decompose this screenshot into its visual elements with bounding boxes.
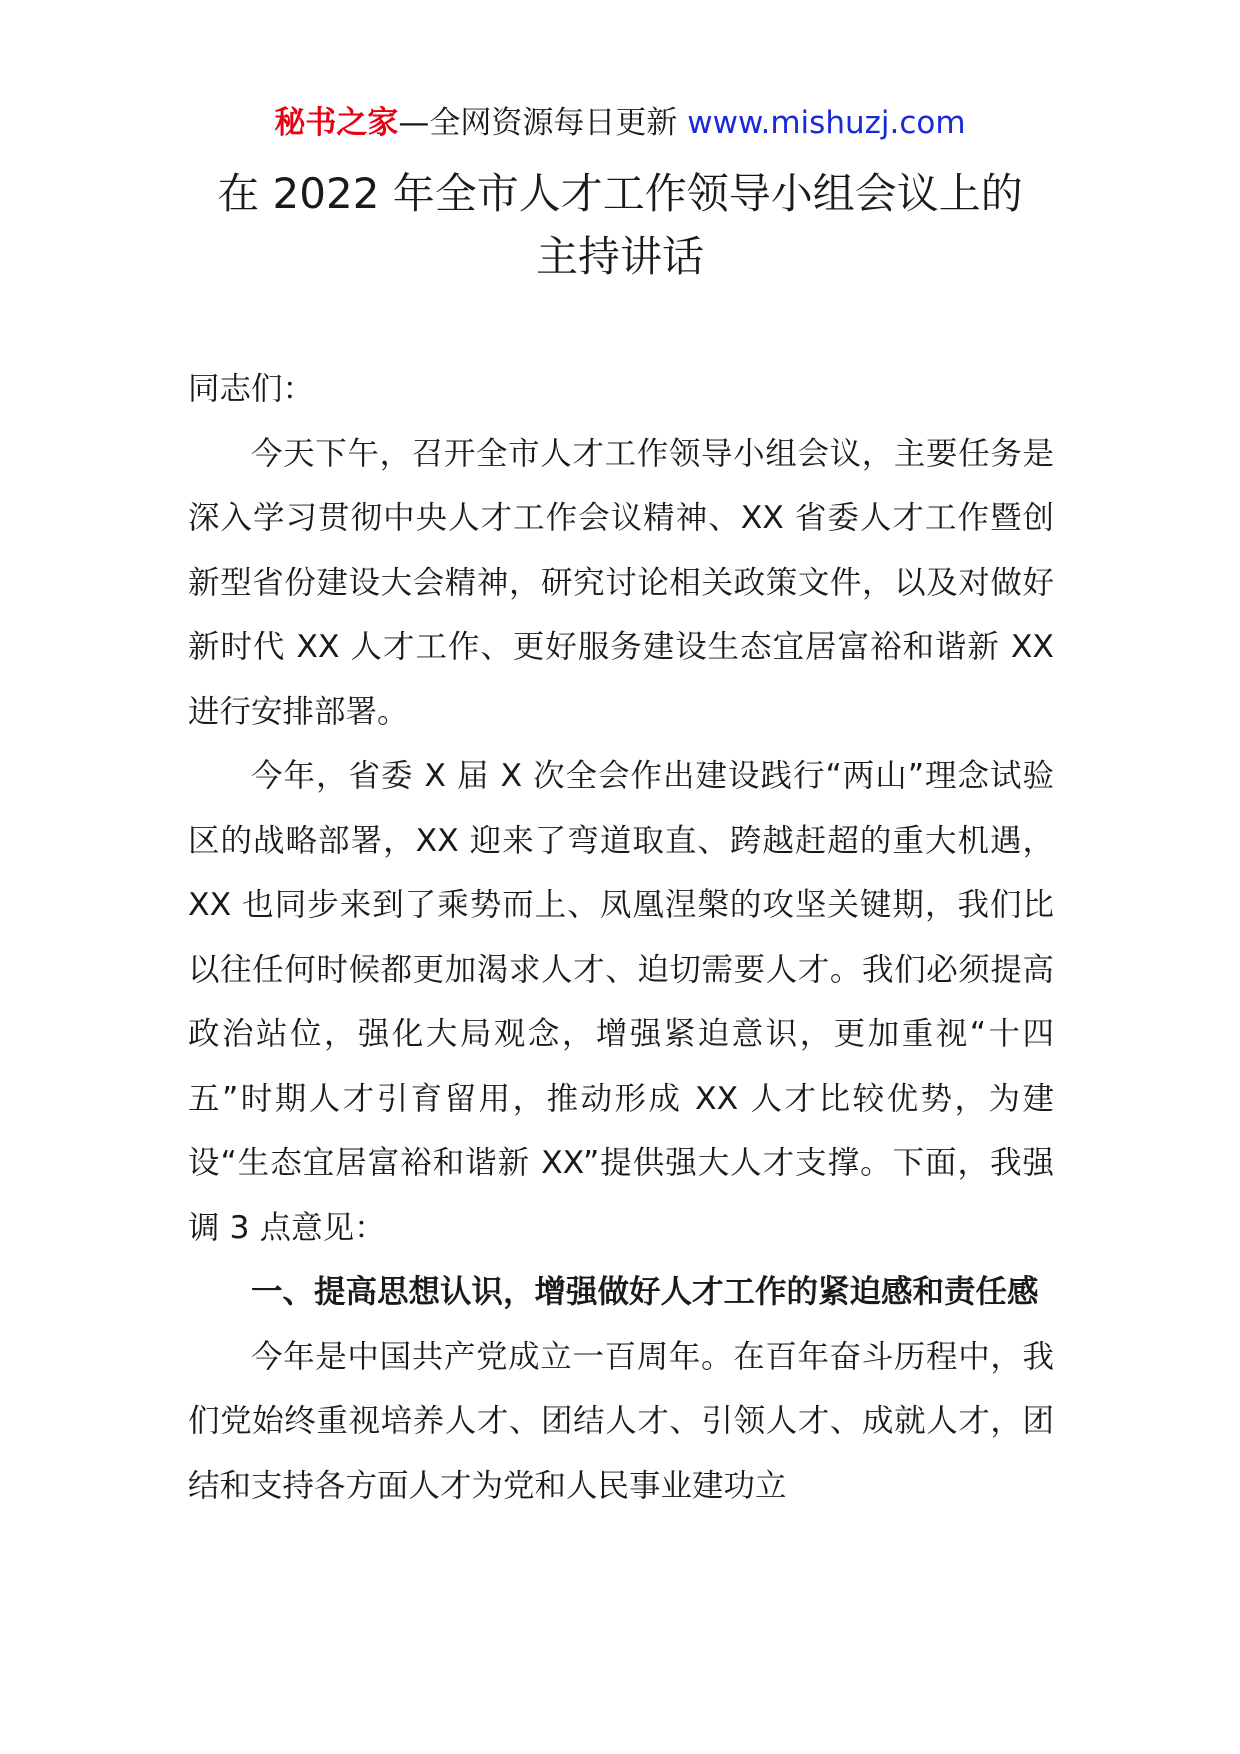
site-header [0,100,1240,146]
paragraph-intro: 今天下午，召开全市人才工作领导小组会议，主要任务是深入学习贯彻中央人才工作会议精神、XX 省委人才工作暨创新型省份建设大会精神，研究讨论相关政策文件，以及对做好新时代 XX 人才工作、更好服务建设生态宜居富裕和谐新 XX 进行安排部署。 [188,435,1054,730]
site-url: www.mishuzj.com [687,105,966,141]
document-title [120,162,1120,288]
document-title-line-2: 主持讲话 [535,232,704,281]
salutation: 同志们： [188,371,315,407]
section-heading-1: 一、提高思想认识，增强做好人才工作的紧迫感和责任感 [251,1274,1039,1310]
paragraph-section-1: 今年是中国共产党成立一百周年。在百年奋斗历程中，我们党始终重视培养人才、团结人才、引领人才、成就人才，团结和支持各方面人才为党和人民事业建功立 [188,1338,1054,1504]
document-title-line-1: 在 2022 年全市人才工作领导小组会议上的 [217,169,1023,218]
paragraph-context: 今年，省委 X 届 X 次全会作出建设践行“两山”理念试验区的战略部署，XX 迎来了弯道取直、跨越赶超的重大机遇，XX 也同步来到了乘势而上、凤凰涅槃的攻坚关键期，我们比以往任何时候都更加渴求人才、迫切需要人才。我们必须提高政治站位，强化大局观念，增强紧迫意识，更加重视“十四五”时期人才引育留用，推动形成 XX 人才比较优势，为建设“生态宜居富裕和谐新 XX”提供强大人才支撑。下面，我强调 3 点意见： [188,758,1054,1246]
site-tagline: —全网资源每日更新 [398,105,678,141]
document-body [188,357,1054,1518]
site-brand: 秘书之家 [274,105,399,141]
